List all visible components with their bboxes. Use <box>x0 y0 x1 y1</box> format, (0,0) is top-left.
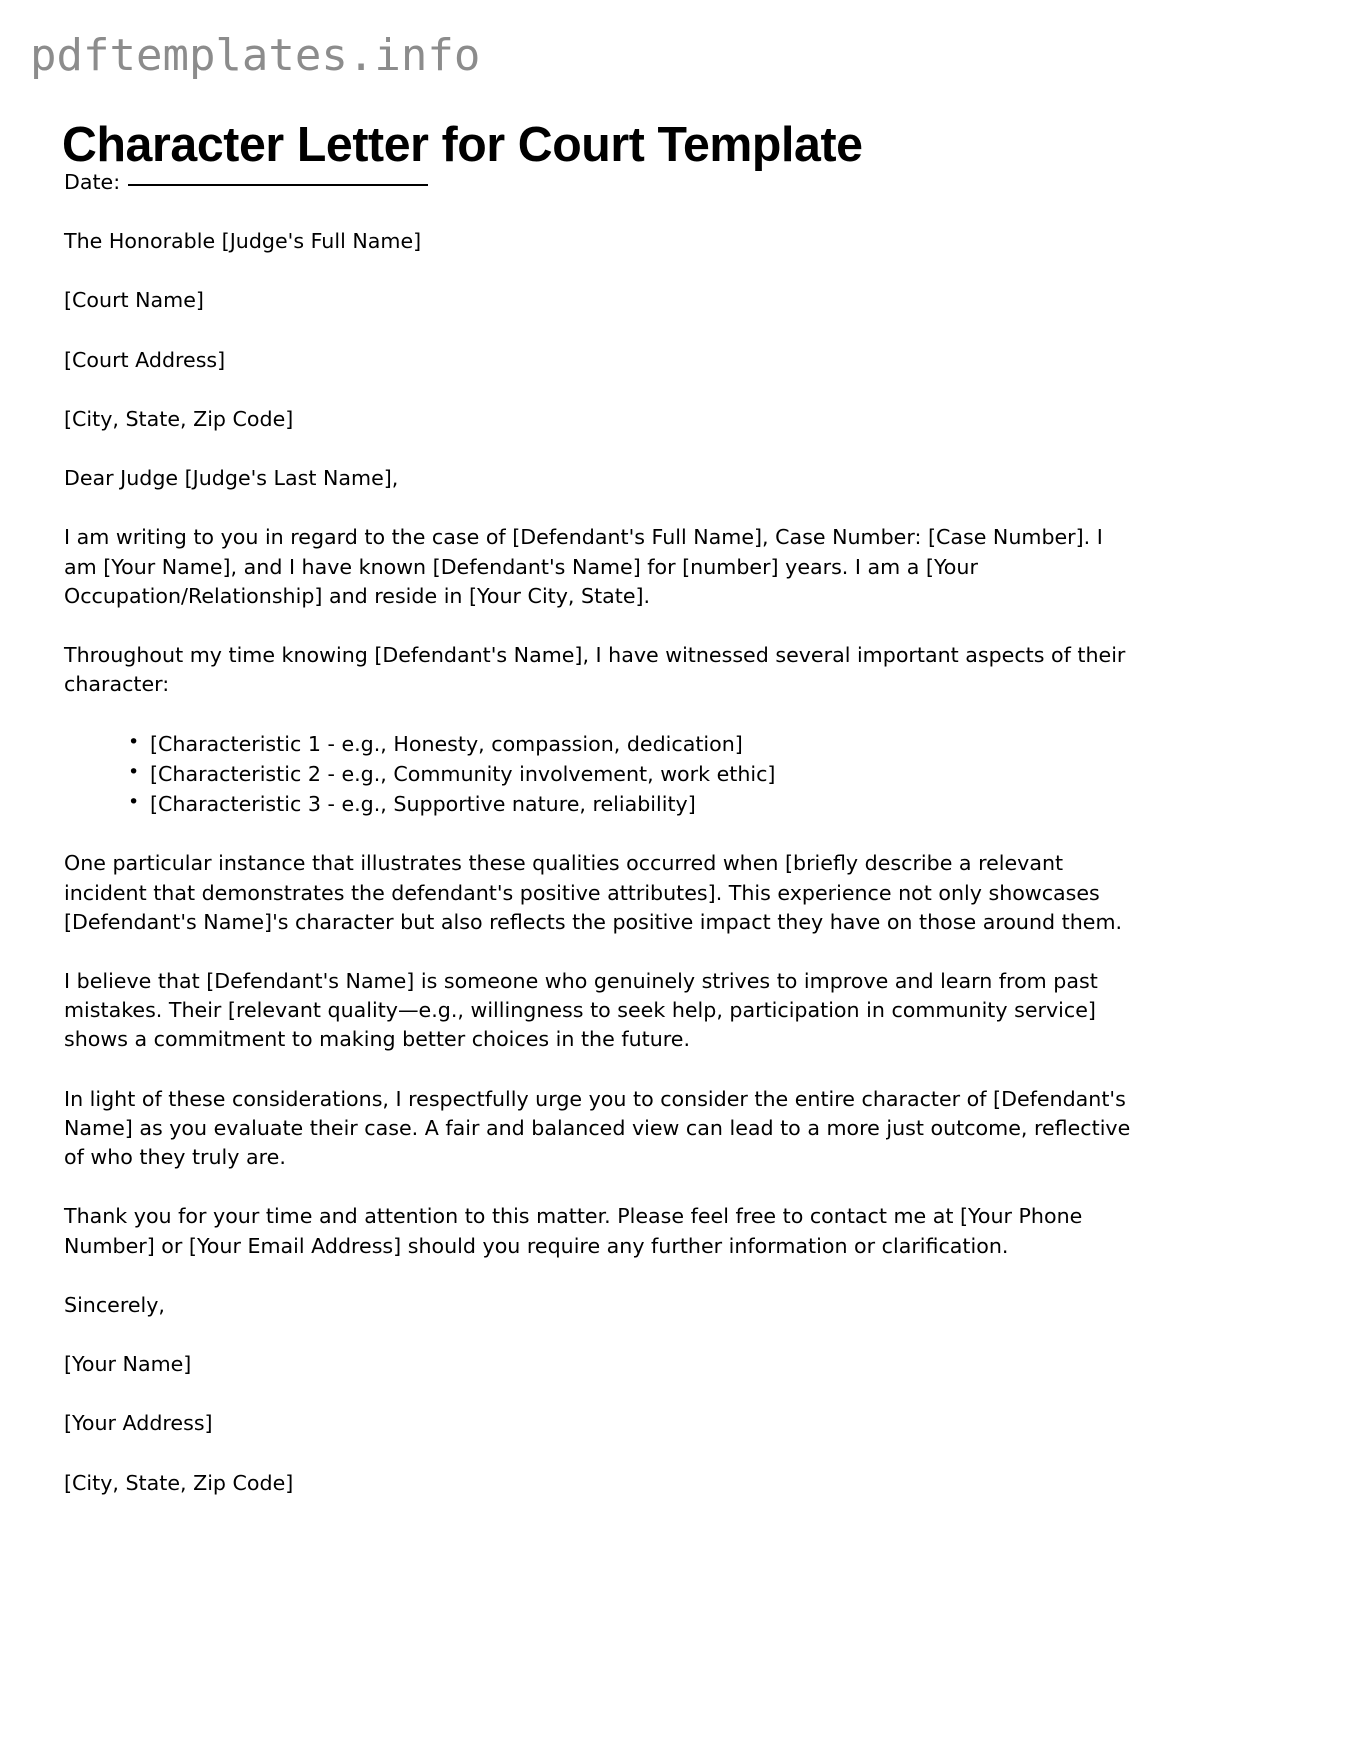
date-blank-line[interactable] <box>128 184 428 186</box>
date-row <box>64 168 1138 197</box>
paragraph-thanks: Thank you for your time and attention to this matter. Please feel free to contact me at [Your Phone Number] or [Your Email Address] should you require any further information or clarification. <box>64 1204 1083 1258</box>
date-label: Date: <box>64 170 121 194</box>
signer-address-line: [Your Address] <box>64 1411 213 1436</box>
signer-name-line: [Your Name] <box>64 1352 192 1377</box>
court-address-line: [Court Address] <box>64 347 226 372</box>
closing-line: Sincerely, <box>64 1292 165 1317</box>
salutation-line: Dear Judge [Judge's Last Name], <box>64 466 399 491</box>
court-name-line: [Court Name] <box>64 288 204 313</box>
paragraph-considerations: In light of these considerations, I respectfully urge you to consider the entire character of [Defendant's Name] as you evaluate their case. A fair and balanced view can lead to a more just outcome, reflective of who they truly are. <box>64 1086 1131 1170</box>
page-title: Character Letter for Court Template <box>62 117 863 172</box>
signer-city-state-zip-line: [City, State, Zip Code] <box>64 1470 294 1495</box>
paragraph-character-aspects: Throughout my time knowing [Defendant's Name], I have witnessed several important aspects of their character: <box>64 643 1126 697</box>
characteristics-list <box>64 730 1138 820</box>
paragraph-instance: One particular instance that illustrates these qualities occurred when [briefly describe a relevant incident that demonstrates the defendant's positive attributes]. This experience not only showcases [Defendant's Name]'s character but also reflects the positive impact they have on those around them. <box>64 851 1123 934</box>
judge-line: The Honorable [Judge's Full Name] <box>64 229 422 254</box>
site-brand-watermark: pdftemplates.info <box>30 30 481 81</box>
letter-body <box>64 168 1138 1528</box>
list-item: • [Characteristic 2 - e.g., Community involvement, work ethic] <box>128 760 1138 789</box>
paragraph-introduction: I am writing to you in regard to the case of [Defendant's Full Name], Case Number: [Case Number]. I am [Your Name], and I have known [Defendant's Name] for [number] years. I am a [Your Occupation/Relationship] and reside in [Your City, State]. <box>64 525 1103 608</box>
list-item: • [Characteristic 3 - e.g., Supportive nature, reliability] <box>128 790 1138 819</box>
court-city-state-zip-line: [City, State, Zip Code] <box>64 406 294 431</box>
list-item: • [Characteristic 1 - e.g., Honesty, compassion, dedication] <box>128 730 1138 759</box>
paragraph-belief: I believe that [Defendant's Name] is someone who genuinely strives to improve and learn from past mistakes. Their [relevant quality—e.g., willingness to seek help, participation in community service] shows a commitment to making better choices in the future. <box>64 968 1098 1052</box>
